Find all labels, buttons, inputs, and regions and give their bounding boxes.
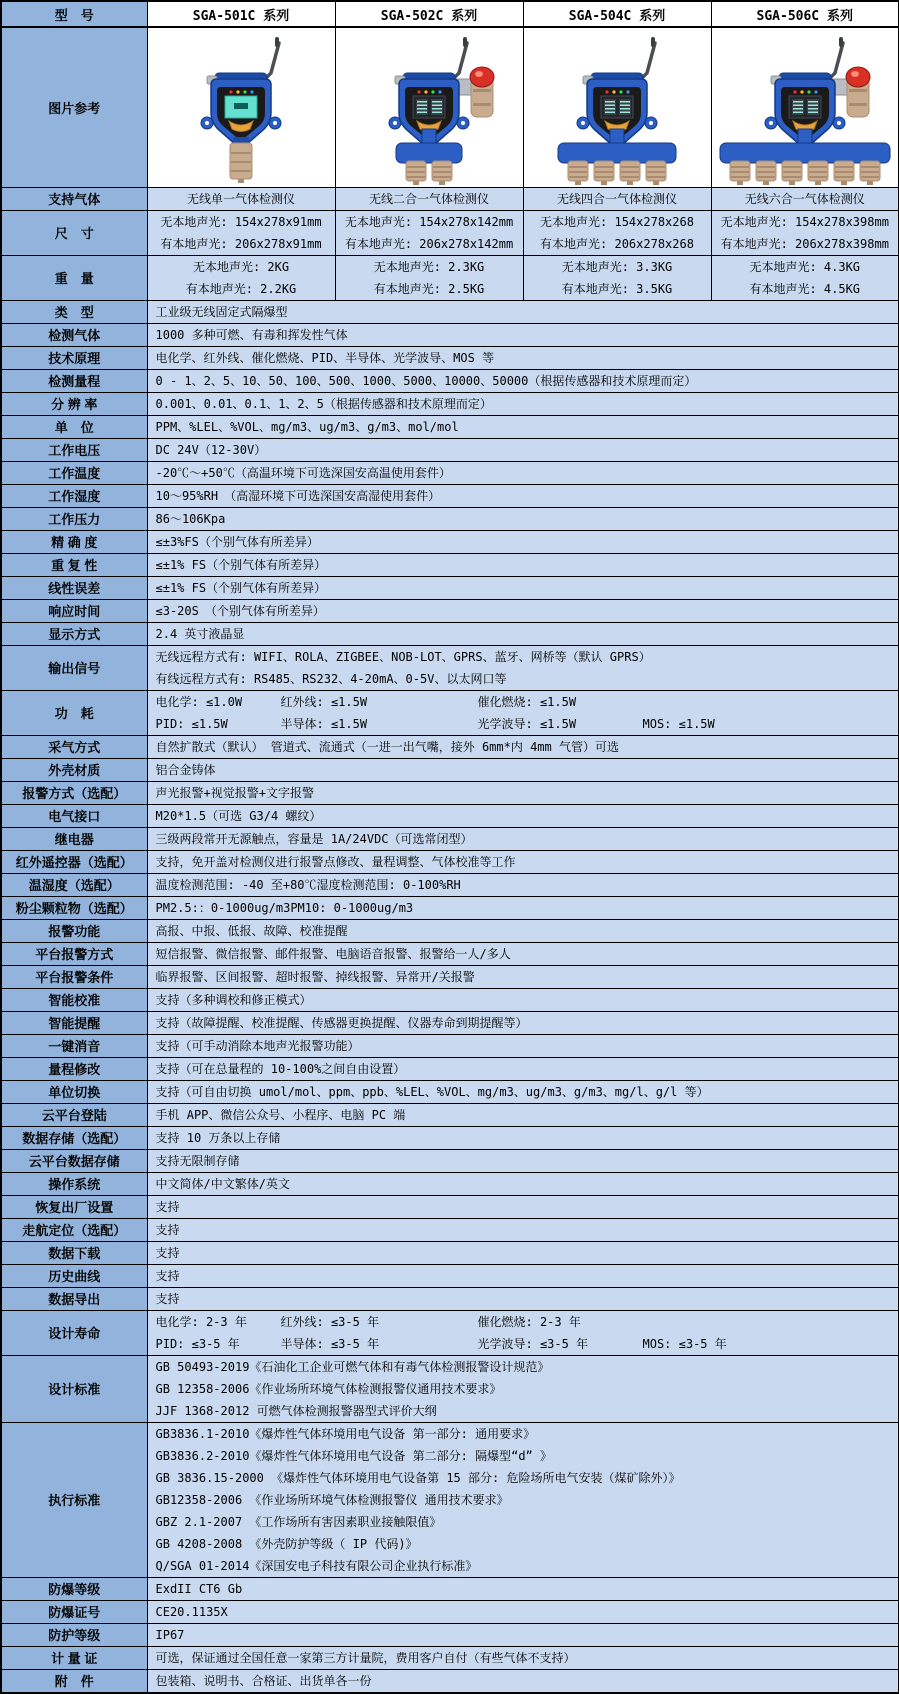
spec-value-cell bbox=[147, 1034, 899, 1057]
spec-value-cell bbox=[147, 507, 899, 530]
spec-value-cell bbox=[147, 300, 899, 323]
row-label: 数据下载 bbox=[1, 1241, 147, 1264]
table-row bbox=[1, 873, 899, 896]
row-label: 电气接口 bbox=[1, 804, 147, 827]
table-row bbox=[1, 919, 899, 942]
spec-value-segment: 半导体: ≤3-5 年 bbox=[280, 1336, 380, 1351]
spec-value-line: 有本地声光: 206x278x398mm bbox=[720, 236, 889, 251]
spec-value-cell bbox=[147, 255, 335, 300]
spec-value-line: ≤±1% FS（个别气体有所差异） bbox=[155, 580, 327, 595]
spec-value-cell bbox=[147, 415, 899, 438]
row-label: 单 位 bbox=[1, 415, 147, 438]
row-label: 重 量 bbox=[1, 255, 147, 300]
spec-value-line: GB 4208-2008 《外壳防护等级（ IP 代码)》 bbox=[155, 1536, 418, 1551]
table-row bbox=[1, 1149, 899, 1172]
spec-value-segment: PID: ≤1.5W bbox=[155, 716, 228, 731]
spec-value-line: ≤±1% FS（个别气体有所差异） bbox=[155, 557, 327, 572]
spec-value-line bbox=[156, 874, 899, 896]
spec-value-cell bbox=[147, 1355, 899, 1422]
spec-value-cell bbox=[147, 1011, 899, 1034]
spec-value-cell bbox=[147, 1172, 899, 1195]
row-label: 云平台数据存储 bbox=[1, 1149, 147, 1172]
spec-value-cell bbox=[147, 553, 899, 576]
spec-value-cell bbox=[147, 873, 899, 896]
spec-value-line: 工业级无线固定式隔爆型 bbox=[155, 304, 288, 319]
table-row bbox=[1, 1241, 899, 1264]
table-row bbox=[1, 1, 899, 27]
spec-value-segment: 光学波导: ≤1.5W bbox=[477, 716, 577, 731]
table-row bbox=[1, 1103, 899, 1126]
detector-image-cell bbox=[523, 27, 711, 187]
spec-value-line: 2.4 英寸液晶显 bbox=[155, 626, 245, 641]
spec-value-line: 有本地声光: 2.2KG bbox=[185, 281, 297, 296]
spec-value-line: GBZ 2.1-2007 《工作场所有害因素职业接触限值》 bbox=[155, 1514, 442, 1529]
row-label: 工作湿度 bbox=[1, 484, 147, 507]
spec-value-line: 无本地声光: 4.3KG bbox=[749, 259, 861, 274]
spec-value-line: 临界报警、区间报警、超时报警、掉线报警、异常开/关报警 bbox=[155, 969, 475, 984]
row-label: 报警功能 bbox=[1, 919, 147, 942]
spec-value-line bbox=[156, 713, 899, 735]
spec-value-line: GB 3836.15-2000 《爆炸性气体环境用电气设备第 15 部分: 危险场所电气安装（煤矿除外）》 bbox=[155, 1470, 681, 1485]
spec-value-cell bbox=[147, 323, 899, 346]
spec-value-cell bbox=[147, 1422, 899, 1577]
spec-value-segment: 湿度检测范围: 0-100%RH bbox=[316, 877, 461, 892]
spec-value-cell bbox=[147, 1287, 899, 1310]
row-label: 输出信号 bbox=[1, 645, 147, 690]
spec-value-segment: 红外线: ≤3-5 年 bbox=[280, 1314, 380, 1329]
row-label: 平台报警条件 bbox=[1, 965, 147, 988]
row-label: 平台报警方式 bbox=[1, 942, 147, 965]
table-row bbox=[1, 1310, 899, 1355]
table-row bbox=[1, 1646, 899, 1669]
table-row bbox=[1, 690, 899, 735]
spec-value-line: 有本地声光: 206x278x268 bbox=[540, 236, 694, 251]
spec-value-segment: 红外线: ≤1.5W bbox=[280, 694, 368, 709]
spec-value-cell bbox=[147, 781, 899, 804]
table-row bbox=[1, 1218, 899, 1241]
spec-value-line: 支持（故障提醒、校准提醒、传感器更换提醒、仪器寿命到期提醒等） bbox=[155, 1015, 528, 1030]
spec-value-line: 无本地声光: 154x278x142mm bbox=[344, 214, 514, 229]
spec-value-line: 支持 bbox=[155, 1199, 180, 1214]
model-header-cell: SGA-501C 系列 bbox=[147, 1, 335, 27]
row-label: 检测量程 bbox=[1, 369, 147, 392]
table-row bbox=[1, 187, 899, 210]
table-row bbox=[1, 484, 899, 507]
spec-value-cell bbox=[147, 1646, 899, 1669]
spec-value-line: CE20.1135X bbox=[155, 1604, 228, 1619]
spec-value-cell bbox=[147, 1310, 899, 1355]
table-row bbox=[1, 507, 899, 530]
spec-value-line: M20*1.5（可选 G3/4 螺纹） bbox=[155, 808, 322, 823]
spec-value-cell bbox=[147, 827, 899, 850]
spec-value-line: 无线四合一气体检测仪 bbox=[556, 191, 677, 206]
spec-value-line: 0 - 1、2、5、10、50、100、500、1000、5000、10000、50000（根据传感器和技术原理而定） bbox=[155, 373, 697, 388]
spec-value-line: 无本地声光: 2KG bbox=[192, 259, 290, 274]
spec-value-segment: PM2.5:：0-1000ug/m3 bbox=[155, 900, 291, 915]
table-row bbox=[1, 645, 899, 690]
row-label: 支持气体 bbox=[1, 187, 147, 210]
detector-illustration-sga-504c bbox=[524, 29, 710, 185]
row-label: 型 号 bbox=[1, 1, 147, 27]
spec-value-line: 无本地声光: 2.3KG bbox=[373, 259, 485, 274]
row-label: 线性误差 bbox=[1, 576, 147, 599]
table-row bbox=[1, 323, 899, 346]
spec-value-line: PPM、%LEL、%VOL、mg/m3、ug/m3、g/m3、mol/mol bbox=[155, 419, 459, 434]
model-header-cell: SGA-504C 系列 bbox=[523, 1, 711, 27]
table-row bbox=[1, 599, 899, 622]
table-row bbox=[1, 1669, 899, 1693]
row-label: 恢复出厂设置 bbox=[1, 1195, 147, 1218]
spec-value-line: GB3836.1-2010《爆炸性气体环境用电气设备 第一部分: 通用要求》 bbox=[155, 1426, 536, 1441]
spec-value-line: ≤3-20S （个别气体有所差异） bbox=[155, 603, 325, 618]
spec-value-cell bbox=[147, 1669, 899, 1693]
spec-value-cell bbox=[147, 690, 899, 735]
table-row bbox=[1, 965, 899, 988]
spec-value-cell bbox=[711, 255, 899, 300]
spec-value-line: 铝合金铸体 bbox=[155, 762, 216, 777]
table-row bbox=[1, 804, 899, 827]
spec-value-line: -20℃～+50℃（高温环境下可选深国安高温使用套件） bbox=[155, 465, 451, 480]
table-row bbox=[1, 1080, 899, 1103]
spec-value-line: 无线六合一气体检测仪 bbox=[744, 191, 865, 206]
table-row bbox=[1, 988, 899, 1011]
spec-value-line: 有线远程方式有: RS485、RS232、4-20mA、0-5V、以太网口等 bbox=[155, 671, 507, 686]
table-row bbox=[1, 210, 899, 255]
spec-value-segment: 催化燃烧: ≤1.5W bbox=[477, 694, 577, 709]
spec-value-line: DC 24V（12-30V） bbox=[155, 442, 267, 457]
detector-image-cell bbox=[335, 27, 523, 187]
row-label: 计 量 证 bbox=[1, 1646, 147, 1669]
spec-value-line: 有本地声光: 2.5KG bbox=[373, 281, 485, 296]
spec-value-line: 包装箱、说明书、合格证、出货单各一份 bbox=[155, 1673, 372, 1688]
row-label: 一键消音 bbox=[1, 1034, 147, 1057]
spec-value-cell bbox=[147, 438, 899, 461]
table-row bbox=[1, 415, 899, 438]
row-label: 外壳材质 bbox=[1, 758, 147, 781]
table-row bbox=[1, 850, 899, 873]
spec-value-line: 1000 多种可燃、有毒和挥发性气体 bbox=[155, 327, 348, 342]
row-label: 重 复 性 bbox=[1, 553, 147, 576]
spec-value-line: 支持，免开盖对检测仪进行报警点修改、量程调整、气体校准等工作 bbox=[155, 854, 516, 869]
spec-value-line: 有本地声光: 4.5KG bbox=[749, 281, 861, 296]
spec-value-cell bbox=[147, 1264, 899, 1287]
table-row bbox=[1, 553, 899, 576]
row-label: 工作压力 bbox=[1, 507, 147, 530]
table-row bbox=[1, 758, 899, 781]
spec-value-cell bbox=[147, 210, 335, 255]
spec-value-line: 手机 APP、微信公众号、小程序、电脑 PC 端 bbox=[155, 1107, 406, 1122]
row-label: 工作电压 bbox=[1, 438, 147, 461]
row-label: 分 辨 率 bbox=[1, 392, 147, 415]
table-row bbox=[1, 781, 899, 804]
spec-value-cell bbox=[147, 622, 899, 645]
spec-table-body bbox=[1, 1, 899, 1693]
spec-value-line bbox=[156, 691, 899, 713]
spec-value-line: 高报、中报、低报、故障、校准提醒 bbox=[155, 923, 348, 938]
spec-value-line: 声光报警+视觉报警+文字报警 bbox=[155, 785, 314, 800]
spec-value-line bbox=[156, 1311, 899, 1333]
table-row bbox=[1, 827, 899, 850]
spec-value-line: 支持（可自由切换 umol/mol、ppm、ppb、%LEL、%VOL、mg/m3、ug/m3、g/m3、mg/l、g/l 等） bbox=[155, 1084, 709, 1099]
row-label: 云平台登陆 bbox=[1, 1103, 147, 1126]
table-row bbox=[1, 1057, 899, 1080]
row-label: 继电器 bbox=[1, 827, 147, 850]
table-row bbox=[1, 27, 899, 187]
spec-value-cell bbox=[147, 346, 899, 369]
spec-value-line: 有本地声光: 206x278x91mm bbox=[160, 236, 322, 251]
spec-value-cell bbox=[147, 1057, 899, 1080]
table-row bbox=[1, 1126, 899, 1149]
spec-value-line: GB 12358-2006《作业场所环境气体检测报警仪通用技术要求》 bbox=[155, 1381, 502, 1396]
spec-value-segment: 温度检测范围: -40 至+80℃ bbox=[155, 877, 317, 892]
row-label: 检测气体 bbox=[1, 323, 147, 346]
row-label: 技术原理 bbox=[1, 346, 147, 369]
spec-value-line: 无线二合一气体检测仪 bbox=[368, 191, 489, 206]
spec-value-line: Q/SGA 01-2014《深国安电子科技有限公司企业执行标准》 bbox=[155, 1558, 478, 1573]
spec-value-cell bbox=[147, 187, 335, 210]
spec-value-cell bbox=[147, 850, 899, 873]
table-row bbox=[1, 1034, 899, 1057]
spec-value-segment: 半导体: ≤1.5W bbox=[280, 716, 368, 731]
spec-value-cell bbox=[147, 1600, 899, 1623]
spec-value-line: 有本地声光: 3.5KG bbox=[561, 281, 673, 296]
table-row bbox=[1, 1195, 899, 1218]
row-label: 防护等级 bbox=[1, 1623, 147, 1646]
spec-value-line: ExdII CT6 Gb bbox=[155, 1581, 243, 1596]
spec-value-cell bbox=[147, 1149, 899, 1172]
table-row bbox=[1, 896, 899, 919]
spec-value-cell bbox=[523, 255, 711, 300]
spec-value-cell bbox=[711, 187, 899, 210]
row-label: 智能提醒 bbox=[1, 1011, 147, 1034]
spec-value-segment: 电化学: ≤1.0W bbox=[155, 694, 243, 709]
table-row bbox=[1, 942, 899, 965]
spec-value-segment: 电化学: 2-3 年 bbox=[155, 1314, 247, 1329]
table-row bbox=[1, 255, 899, 300]
spec-value-line: 三级两段常开无源触点，容量是 1A/24VDC（可选常闭型） bbox=[155, 831, 473, 846]
spec-value-cell bbox=[147, 965, 899, 988]
row-label: 防爆等级 bbox=[1, 1577, 147, 1600]
spec-value-line: 支持 bbox=[155, 1291, 180, 1306]
table-row bbox=[1, 438, 899, 461]
table-row bbox=[1, 1287, 899, 1310]
spec-value-cell bbox=[147, 804, 899, 827]
spec-value-cell bbox=[147, 1218, 899, 1241]
spec-value-cell bbox=[147, 1623, 899, 1646]
spec-value-segment: MOS: ≤1.5W bbox=[642, 716, 715, 731]
spec-value-segment: PID: ≤3-5 年 bbox=[155, 1336, 240, 1351]
spec-value-line: ≤±3%FS（个别气体有所差异） bbox=[155, 534, 319, 549]
table-row bbox=[1, 1355, 899, 1422]
spec-value-line: IP67 bbox=[155, 1627, 185, 1642]
spec-value-line: 86～106Kpa bbox=[155, 511, 226, 526]
spec-value-line: 支持（可手动消除本地声光报警功能） bbox=[155, 1038, 360, 1053]
spec-value-cell bbox=[147, 392, 899, 415]
spec-value-line: 无本地声光: 154x278x268 bbox=[540, 214, 694, 229]
row-label: 量程修改 bbox=[1, 1057, 147, 1080]
spec-value-cell bbox=[147, 1577, 899, 1600]
spec-value-cell bbox=[147, 599, 899, 622]
row-label: 防爆证号 bbox=[1, 1600, 147, 1623]
spec-value-line: 支持（多种调校和修正模式） bbox=[155, 992, 312, 1007]
spec-value-cell bbox=[147, 1103, 899, 1126]
spec-value-line: 无本地声光: 154x278x398mm bbox=[720, 214, 889, 229]
spec-value-cell bbox=[147, 1080, 899, 1103]
table-row bbox=[1, 1264, 899, 1287]
spec-value-line: 10～95%RH （高湿环境下可选深国安高湿使用套件） bbox=[155, 488, 441, 503]
spec-value-segment: PM10: 0-1000ug/m3 bbox=[290, 900, 414, 915]
row-label: 单位切换 bbox=[1, 1080, 147, 1103]
detector-illustration-sga-501c bbox=[148, 29, 334, 185]
spec-value-line: GB12358-2006 《作业场所环境气体检测报警仪 通用技术要求》 bbox=[155, 1492, 509, 1507]
row-label: 尺 寸 bbox=[1, 210, 147, 255]
row-label: 工作温度 bbox=[1, 461, 147, 484]
spec-value-cell bbox=[147, 988, 899, 1011]
spec-value-cell bbox=[147, 758, 899, 781]
row-label: 报警方式（选配） bbox=[1, 781, 147, 804]
spec-value-line: GB3836.2-2010《爆炸性气体环境用电气设备 第二部分: 隔爆型“d” 》 bbox=[155, 1448, 552, 1463]
spec-value-line: 支持无限制存储 bbox=[155, 1153, 240, 1168]
detector-illustration-sga-506c bbox=[712, 29, 898, 185]
table-row bbox=[1, 1600, 899, 1623]
model-header-cell: SGA-502C 系列 bbox=[335, 1, 523, 27]
row-label: 采气方式 bbox=[1, 735, 147, 758]
spec-value-cell bbox=[711, 210, 899, 255]
row-label: 类 型 bbox=[1, 300, 147, 323]
row-label: 温湿度（选配） bbox=[1, 873, 147, 896]
spec-value-line: 无本地声光: 154x278x91mm bbox=[160, 214, 322, 229]
table-row bbox=[1, 1577, 899, 1600]
row-label: 显示方式 bbox=[1, 622, 147, 645]
spec-value-line: 电化学、红外线、催化燃烧、PID、半导体、光学波导、MOS 等 bbox=[155, 350, 495, 365]
spec-value-line: 中文简体/中文繁体/英文 bbox=[155, 1176, 290, 1191]
spec-value-line: 可选，保证通过全国任意一家第三方计量院，费用客户自付（有些气体不支持） bbox=[155, 1650, 576, 1665]
table-row bbox=[1, 346, 899, 369]
spec-value-cell bbox=[147, 461, 899, 484]
row-label: 数据导出 bbox=[1, 1287, 147, 1310]
row-label: 附 件 bbox=[1, 1669, 147, 1693]
row-label: 智能校准 bbox=[1, 988, 147, 1011]
row-label: 操作系统 bbox=[1, 1172, 147, 1195]
row-label: 功 耗 bbox=[1, 690, 147, 735]
spec-value-line: 无线单一气体检测仪 bbox=[186, 191, 295, 206]
spec-value-cell bbox=[147, 735, 899, 758]
spec-value-cell bbox=[523, 187, 711, 210]
table-row bbox=[1, 1011, 899, 1034]
table-row bbox=[1, 530, 899, 553]
spec-value-cell bbox=[147, 1241, 899, 1264]
spec-value-cell bbox=[147, 919, 899, 942]
spec-value-line: 支持 bbox=[155, 1222, 180, 1237]
spec-value-line: 有本地声光: 206x278x142mm bbox=[344, 236, 514, 251]
spec-value-cell bbox=[335, 187, 523, 210]
table-row bbox=[1, 735, 899, 758]
spec-value-line: GB 50493-2019《石油化工企业可燃气体和有毒气体检测报警设计规范》 bbox=[155, 1359, 550, 1374]
table-row bbox=[1, 300, 899, 323]
spec-value-segment: 光学波导: ≤3-5 年 bbox=[477, 1336, 589, 1351]
row-label: 设计寿命 bbox=[1, 1310, 147, 1355]
spec-value-cell bbox=[147, 369, 899, 392]
spec-value-cell bbox=[147, 896, 899, 919]
table-row bbox=[1, 1623, 899, 1646]
spec-value-line bbox=[156, 1333, 899, 1355]
detector-image-cell bbox=[147, 27, 335, 187]
spec-value-cell bbox=[147, 576, 899, 599]
table-row bbox=[1, 1422, 899, 1577]
row-label: 响应时间 bbox=[1, 599, 147, 622]
detector-image-cell bbox=[711, 27, 899, 187]
table-row bbox=[1, 576, 899, 599]
spec-value-line: 支持 10 万条以上存储 bbox=[155, 1130, 281, 1145]
spec-value-cell bbox=[147, 1195, 899, 1218]
row-label: 精 确 度 bbox=[1, 530, 147, 553]
table-row bbox=[1, 622, 899, 645]
row-label: 设计标准 bbox=[1, 1355, 147, 1422]
spec-value-line: 短信报警、微信报警、邮件报警、电脑语音报警、报警给一人/多人 bbox=[155, 946, 511, 961]
spec-value-cell bbox=[147, 1126, 899, 1149]
row-label: 数据存储（选配） bbox=[1, 1126, 147, 1149]
table-row bbox=[1, 392, 899, 415]
spec-value-segment: 催化燃烧: 2-3 年 bbox=[477, 1314, 581, 1329]
spec-value-line bbox=[156, 897, 899, 919]
spec-value-segment: MOS: ≤3-5 年 bbox=[642, 1336, 727, 1351]
spec-value-line: 自然扩散式（默认） 管道式、流通式（一进一出气嘴，接外 6mm*内 4mm 气管）可选 bbox=[155, 739, 619, 754]
spec-value-line: 无线远程方式有: WIFI、ROLA、ZIGBEE、NOB-LOT、GPRS、蓝牙、网桥等（默认 GPRS） bbox=[155, 649, 651, 664]
row-label: 历史曲线 bbox=[1, 1264, 147, 1287]
table-row bbox=[1, 461, 899, 484]
row-label: 红外遥控器（选配） bbox=[1, 850, 147, 873]
spec-value-line: 支持（可在总量程的 10-100%之间自由设置） bbox=[155, 1061, 406, 1076]
spec-value-cell bbox=[147, 645, 899, 690]
spec-value-cell bbox=[147, 484, 899, 507]
spec-value-line: 无本地声光: 3.3KG bbox=[561, 259, 673, 274]
model-header-cell: SGA-506C 系列 bbox=[711, 1, 899, 27]
spec-value-line: 支持 bbox=[155, 1268, 180, 1283]
spec-value-line: 0.001、0.01、0.1、1、2、5（根据传感器和技术原理而定） bbox=[155, 396, 492, 411]
spec-value-cell bbox=[335, 210, 523, 255]
spec-value-line: 支持 bbox=[155, 1245, 180, 1260]
row-label: 执行标准 bbox=[1, 1422, 147, 1577]
spec-value-cell bbox=[335, 255, 523, 300]
table-row bbox=[1, 369, 899, 392]
spec-value-cell bbox=[147, 942, 899, 965]
spec-value-cell bbox=[523, 210, 711, 255]
row-label: 走航定位（选配） bbox=[1, 1218, 147, 1241]
row-label: 粉尘颗粒物（选配） bbox=[1, 896, 147, 919]
table-row bbox=[1, 1172, 899, 1195]
detector-illustration-sga-502c bbox=[336, 29, 522, 185]
spec-value-line: JJF 1368-2012 可燃气体检测报警器型式评价大纲 bbox=[155, 1403, 437, 1418]
spec-value-cell bbox=[147, 530, 899, 553]
row-label: 图片参考 bbox=[1, 27, 147, 187]
